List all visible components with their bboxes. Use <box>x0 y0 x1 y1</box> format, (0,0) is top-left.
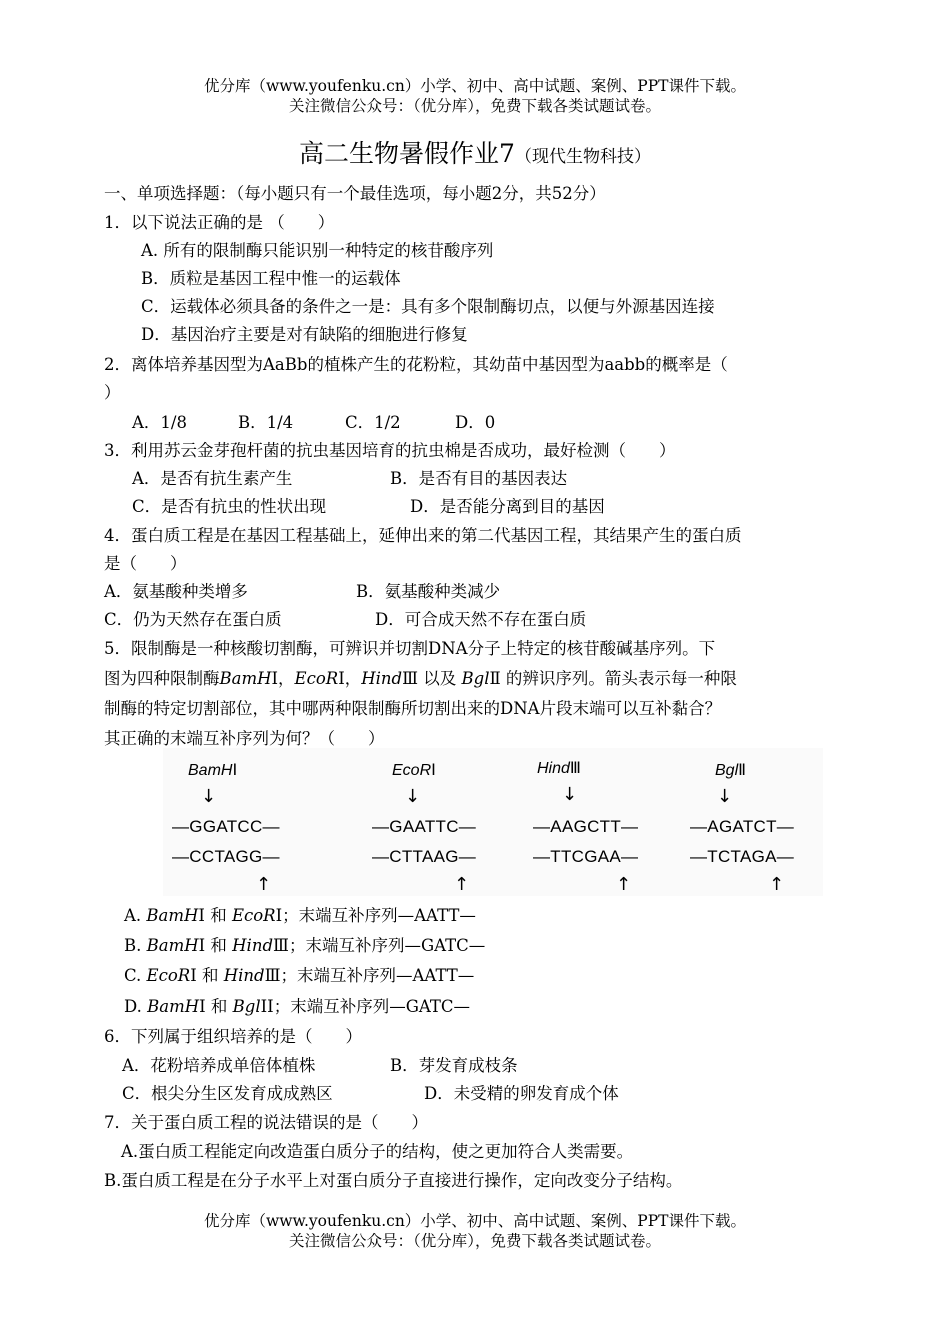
q7-option-b: B.蛋白质工程是在分子水平上对蛋白质分子直接进行操作，定向改变分子结构。 <box>104 1171 683 1190</box>
option-label: D. <box>124 997 142 1016</box>
q3-option-c: C．是否有抗虫的性状出现 <box>132 497 327 516</box>
enzyme-roman: ⅠⅠ <box>260 997 274 1016</box>
q5-option-a <box>124 905 476 927</box>
q5-line-1: 5．限制酶是一种核酸切割酶，可辨识并切割DNA分子上特定的核苷酸碱基序列。下 <box>104 639 716 658</box>
q6-option-c: C．根尖分生区发育成成熟区 <box>122 1084 333 1103</box>
section-heading: 一、单项选择题：（每小题只有一个最佳选项，每小题2分，共52分） <box>104 184 606 203</box>
enzyme-roman: Ⅲ <box>273 936 289 955</box>
q6-option-d: D．未受精的卵发育成个体 <box>424 1084 619 1103</box>
enzyme-name: BamH <box>188 762 233 779</box>
enzyme-name: BamH <box>146 906 199 925</box>
diagram-enzyme-label <box>715 760 746 780</box>
title-sub: （现代生物科技） <box>514 147 651 167</box>
enzyme-roman: Ⅱ <box>738 762 746 779</box>
q1-stem: 1．以下说法正确的是 （ ） <box>104 213 335 232</box>
q4-stem-1: 4．蛋白质工程是在基因工程基础上，延伸出来的第二代基因工程，其结果产生的蛋白质 <box>104 526 742 545</box>
enzyme-name: Hind <box>232 936 274 955</box>
enzyme-name: BamH <box>146 936 199 955</box>
q5-line-2 <box>104 668 737 690</box>
cut-arrow-down-icon: ↓ <box>201 786 217 807</box>
cut-arrow-up-icon: ↑ <box>769 874 785 895</box>
enzyme-name: Hind <box>361 669 403 688</box>
enzyme-roman: Ⅰ <box>198 936 206 955</box>
sequence-bottom: —CTTAAG— <box>372 847 477 866</box>
q2-option-c: C．1/2 <box>345 413 401 432</box>
option-tail: ；末端互补序列—GATC— <box>273 997 471 1016</box>
q3-option-b: B．是否有目的基因表达 <box>390 469 568 488</box>
q6-option-a: A．花粉培养成单倍体植株 <box>122 1056 316 1075</box>
option-connector: 和 <box>196 966 224 985</box>
q4-option-d: D．可合成天然不存在蛋白质 <box>375 610 587 629</box>
enzyme-roman: Ⅰ <box>198 906 205 925</box>
sequence-top: —AGATCT— <box>690 817 795 836</box>
q6-option-b: B．芽发育成枝条 <box>390 1056 518 1075</box>
sequence-bottom: —TCTAGA— <box>690 847 795 866</box>
cut-arrow-up-icon: ↑ <box>454 874 470 895</box>
q3-option-d: D．是否能分离到目的基因 <box>410 497 605 516</box>
q2-option-d: D．0 <box>455 413 496 432</box>
header-line-1: 优分库（www.youfenku.cn）小学、初中、高中试题、案例、PPT课件下载。 <box>203 77 747 95</box>
header-line-2: 关注微信公众号：（优分库），免费下载各类试题试卷。 <box>288 97 661 115</box>
diagram-enzyme-label <box>537 758 581 778</box>
enzyme-name: Bgl <box>715 762 739 779</box>
enzyme-name: BamH <box>219 669 272 688</box>
q3-stem: 3．利用苏云金芽孢杆菌的抗虫基因培育的抗虫棉是否成功，最好检测（ ） <box>104 441 676 460</box>
q7-stem: 7．关于蛋白质工程的说法错误的是（ ） <box>104 1113 428 1132</box>
q5-option-d <box>124 996 470 1018</box>
q7-option-a: A.蛋白质工程能定向改造蛋白质分子的结构，使之更加符合人类需要。 <box>121 1142 634 1161</box>
option-connector: 和 <box>205 936 233 955</box>
q5-option-b <box>124 935 485 957</box>
option-connector: 和 <box>204 906 232 925</box>
footer-line-2: 关注微信公众号：（优分库），免费下载各类试题试卷。 <box>288 1232 661 1250</box>
enzyme-name: EcoR <box>392 762 432 779</box>
title-main: 高二生物暑假作业7 <box>299 139 515 168</box>
q2-stem-2: ） <box>104 383 121 402</box>
enzyme-name: Bgl <box>232 997 261 1016</box>
q5-text: Ⅱ 的辨识序列。箭头表示每一种限 <box>489 669 737 688</box>
enzyme-roman: Ⅰ <box>190 966 197 985</box>
enzyme-name: BamH <box>147 997 200 1016</box>
cut-arrow-down-icon: ↓ <box>562 784 578 805</box>
q2-option-b: B．1/4 <box>238 413 294 432</box>
q1-option-d: D．基因治疗主要是对有缺陷的细胞进行修复 <box>141 325 468 344</box>
enzyme-roman: Ⅰ <box>232 762 238 779</box>
option-label: A. <box>124 906 142 925</box>
enzyme-name: EcoR <box>231 906 276 925</box>
enzyme-roman: Ⅲ <box>569 760 581 777</box>
option-tail: ；末端互补序列—AATT— <box>282 906 476 925</box>
option-tail: ；末端互补序列—AATT— <box>280 966 475 985</box>
q1-option-a: A. 所有的限制酶只能识别一种特定的核苷酸序列 <box>141 241 494 260</box>
enzyme-name: Hind <box>223 966 265 985</box>
enzyme-roman: Ⅲ <box>264 966 281 985</box>
q4-option-a: A．氨基酸种类增多 <box>104 582 248 601</box>
footer-line-1: 优分库（www.youfenku.cn）小学、初中、高中试题、案例、PPT课件下载。 <box>203 1212 747 1230</box>
cut-arrow-down-icon: ↓ <box>405 786 421 807</box>
q3-option-a: A．是否有抗生素产生 <box>132 469 293 488</box>
diagram-enzyme-label <box>188 760 237 780</box>
enzyme-roman: Ⅰ <box>431 762 436 779</box>
q2-option-a: A．1/8 <box>132 413 187 432</box>
enzyme-roman: Ⅰ <box>275 906 283 925</box>
enzyme-name: EcoR <box>294 669 339 688</box>
diagram-enzyme-label <box>392 760 436 780</box>
sequence-top: —AAGCTT— <box>533 817 639 836</box>
sequence-top: —GGATCC— <box>172 817 280 836</box>
q1-option-b: B．质粒是基因工程中惟一的运载体 <box>141 269 401 288</box>
q4-stem-2: 是（ ） <box>104 554 187 573</box>
option-label: B. <box>124 936 142 955</box>
page-title <box>0 138 950 173</box>
q5-line-3: 制酶的特定切割部位，其中哪两种限制酶所切割出来的DNA片段末端可以互补黏合？ <box>104 699 722 718</box>
cut-arrow-up-icon: ↑ <box>616 874 632 895</box>
sequence-top: —GAATTC— <box>372 817 477 836</box>
enzyme-name: EcoR <box>146 966 191 985</box>
q4-option-c: C．仍为天然存在蛋白质 <box>104 610 282 629</box>
q4-option-b: B．氨基酸种类减少 <box>356 582 501 601</box>
enzyme-roman: Ⅰ <box>199 997 206 1016</box>
q5-text: Ⅲ 以及 <box>402 669 457 688</box>
option-label: C. <box>124 966 142 985</box>
q5-text: Ⅰ， <box>338 669 362 688</box>
q5-line-4: 其正确的末端互补序列为何？（ ） <box>104 729 385 748</box>
enzyme-name: Hind <box>537 760 570 777</box>
sequence-bottom: —CCTAGG— <box>172 847 280 866</box>
option-tail: ；末端互补序列—GATC— <box>288 936 486 955</box>
q1-option-c: C．运载体必须具备的条件之一是：具有多个限制酶切点，以便与外源基因连接 <box>141 297 715 316</box>
q2-stem-1: 2．离体培养基因型为AaBb的植株产生的花粉粒，其幼苗中基因型为aabb的概率是（ <box>104 355 728 374</box>
option-connector: 和 <box>205 997 233 1016</box>
sequence-bottom: —TTCGAA— <box>533 847 639 866</box>
cut-arrow-up-icon: ↑ <box>256 874 272 895</box>
enzyme-name: Bgl <box>461 669 490 688</box>
q5-text: Ⅰ， <box>271 669 295 688</box>
q6-stem: 6．下列属于组织培养的是（ ） <box>104 1027 362 1046</box>
q5-text: 图为四种限制酶 <box>104 669 220 688</box>
cut-arrow-down-icon: ↓ <box>717 786 733 807</box>
q5-option-c <box>124 965 474 987</box>
